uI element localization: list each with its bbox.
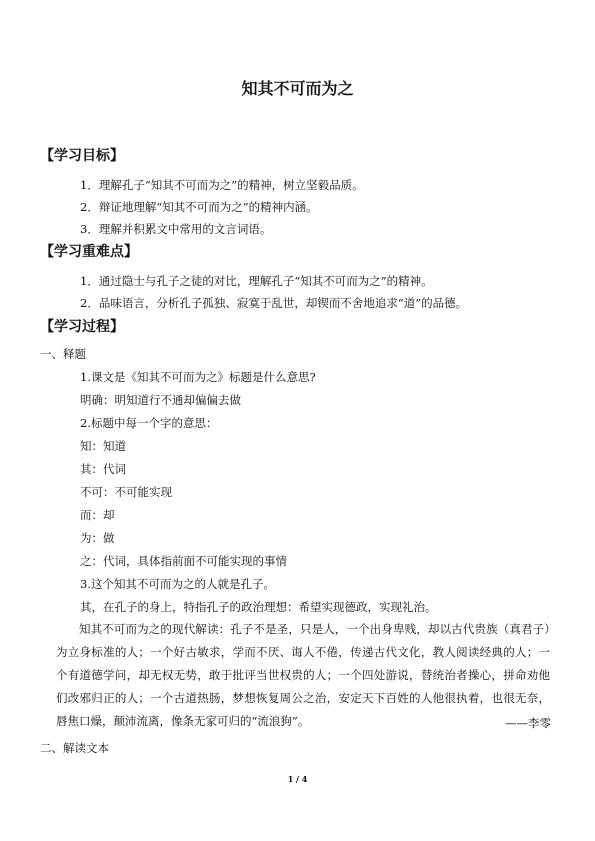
- attribution: ——李零: [505, 716, 551, 730]
- part-heading: 一、释题: [40, 347, 86, 361]
- process-line: 明确：明知道行不通却偏偏去做: [80, 393, 241, 407]
- process-line: 其，在孔子的身上，特指孔子的政治理想：希望实现德政，实现礼治。: [80, 600, 437, 614]
- process-line: 3.这个知其不可而为之的人就是孔子。: [80, 577, 275, 591]
- keypoint-item: 2．品味语言，分析孔子孤独、寂寞于乱世，却锲而不舍地追求“道”的品德。: [80, 296, 468, 310]
- page-number: 1 / 4: [287, 774, 308, 784]
- process-line: 知：知道: [80, 439, 126, 453]
- goal-item: 1．理解孔子“知其不可而为之”的精神，树立坚毅品质。: [80, 178, 364, 192]
- keypoints-heading: 【学习重难点】: [40, 244, 138, 260]
- process-line: 其：代词: [80, 462, 126, 476]
- page-title: 知其不可而为之: [241, 79, 354, 98]
- process-line: 不可：不可能实现: [80, 485, 172, 499]
- goals-heading: 【学习目标】: [40, 148, 124, 164]
- modern-interpretation-paragraph: 知其不可而为之的现代解读：孔子不是圣，只是人，一个出身卑贱，却以古代贵族（真君子）为立身标准的人；一个好古敏求，学而不厌、诲人不倦，传递古代文化，教人阅读经典的人；一个有道德学问，却无权无势，敢于批评当世权贵的人；一个四处游说，替统治者操心，拼命劝他们改邪归正的人；一个古道热肠，梦想恢复周公之治，安定天下百姓的人他很执着，也很无奈，唇焦口燥，颠沛流离，像条无家可归的“流浪狗”。: [56, 622, 550, 728]
- process-line: 之：代词，具体指前面不可能实现的事情: [80, 554, 287, 568]
- process-line: 而：却: [80, 508, 115, 522]
- goal-item: 3．理解并积累文中常用的文言词语。: [80, 222, 272, 236]
- goal-item: 2．辩证地理解“知其不可而为之”的精神内涵。: [80, 200, 318, 214]
- process-line: 1.课文是《知其不可而为之》标题是什么意思?: [80, 370, 316, 384]
- process-line: 2.标题中每一个字的意思：: [80, 416, 218, 430]
- part-heading: 二、解读文本: [40, 741, 109, 755]
- process-line: 为：做: [80, 531, 115, 545]
- keypoint-item: 1．通过隐士与孔子之徒的对比，理解孔子“知其不可而为之”的精神。: [80, 274, 433, 288]
- process-heading: 【学习过程】: [40, 319, 124, 335]
